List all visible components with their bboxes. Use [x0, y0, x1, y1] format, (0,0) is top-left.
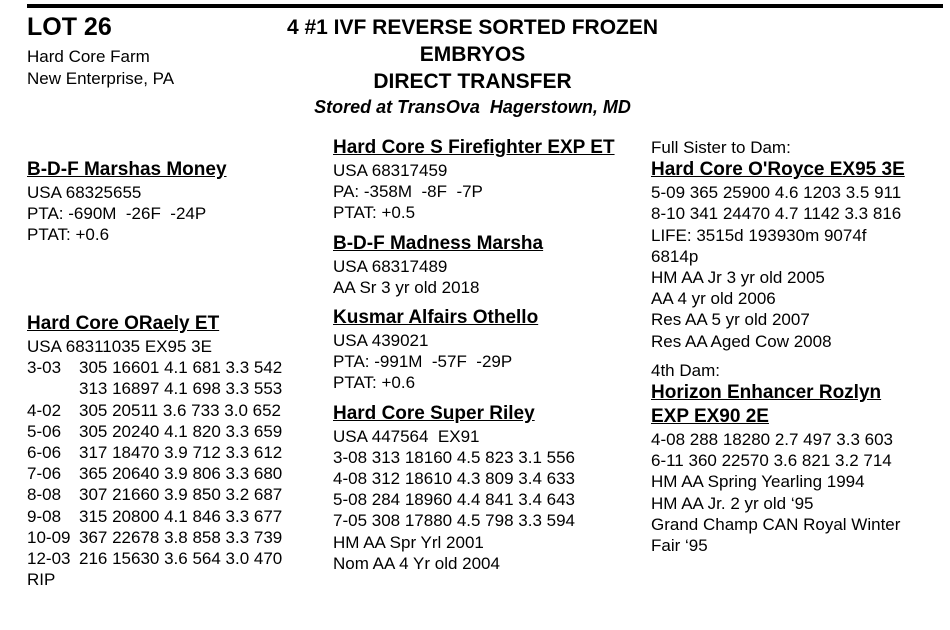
record-row: [27, 527, 282, 548]
farm-location: New Enterprise, PA: [27, 69, 175, 88]
award-line: Nom AA 4 Yr old 2004: [333, 553, 500, 573]
record-row: [27, 506, 282, 527]
sire-dam-reg: USA 68317489: [333, 256, 448, 276]
fourth-dam-block: [651, 360, 905, 556]
dam-reg: USA 68311035 EX95 3E: [27, 337, 212, 356]
record-data: 317 18470 3.9 712 3.3 612: [79, 443, 283, 463]
sire-block: [27, 158, 227, 246]
record-data: 315 20800 4.1 846 3.3 677: [79, 506, 283, 526]
dam-sire-block: [333, 306, 615, 394]
award-line: Fair ‘95: [651, 536, 708, 556]
lot-title: 4 #1 IVF REVERSE SORTED FROZEN EMBRYOS: [286, 16, 659, 66]
record-age: 4-02: [27, 400, 62, 420]
lot-subtitle: DIRECT TRANSFER: [373, 70, 572, 93]
record-line: 6814p: [651, 246, 699, 266]
record-row: [27, 378, 282, 399]
award-line: Grand Champ CAN Royal Winter: [651, 514, 901, 534]
record-data: 305 20511 3.6 733 3.0 652: [79, 400, 281, 420]
sire-dam-award: AA Sr 3 yr old 2018: [333, 277, 480, 297]
dam-sire-pta: PTA: -991M -57F -29P: [333, 352, 513, 372]
award-line: HM AA Spring Yearling 1994: [651, 472, 865, 492]
record-row: [27, 548, 282, 569]
record-age: 10-09: [27, 527, 71, 547]
record-age: 9-08: [27, 506, 62, 526]
award-line: HM AA Spr Yrl 2001: [333, 532, 484, 552]
sire-dam-block: [333, 232, 615, 298]
granddam-reg: USA 447564 EX91: [333, 426, 480, 446]
award-line: Res AA 5 yr old 2007: [651, 310, 810, 330]
fourth-dam-label: 4th Dam:: [651, 360, 720, 380]
record-line: 5-09 365 25900 4.6 1203 3.5 911: [651, 183, 902, 203]
lot-heading: [235, 14, 710, 119]
record-line: 4-08 312 18610 4.3 809 3.4 633: [333, 469, 575, 489]
granddam-name: Hard Core Super Riley: [333, 402, 535, 424]
sire-reg: USA 68325655: [27, 183, 142, 202]
record-line: 3-08 313 18160 4.5 823 3.1 556: [333, 447, 575, 467]
sire-pta: PTA: -690M -26F -24P: [27, 204, 207, 224]
sire-sire-name: Hard Core S Firefighter EXP ET: [333, 137, 615, 158]
record-age: 7-06: [27, 464, 62, 484]
dam-records: [27, 357, 282, 569]
award-line: HM AA Jr 3 yr old 2005: [651, 268, 825, 288]
record-line: 8-10 341 24470 4.7 1142 3.3 816: [651, 204, 902, 224]
award-line: HM AA Jr. 2 yr old ‘95: [651, 493, 814, 513]
sister-label: Full Sister to Dam:: [651, 138, 791, 157]
pedigree-column-3: [651, 137, 905, 564]
record-row: [27, 421, 282, 442]
record-age: 5-06: [27, 421, 62, 441]
farm-name: Hard Core Farm: [27, 47, 150, 66]
record-age: 6-06: [27, 443, 62, 463]
record-age: [27, 378, 79, 399]
record-data: 216 15630 3.6 564 3.0 470: [79, 549, 283, 569]
dam-name: Hard Core ORaely ET: [27, 313, 220, 334]
record-row: [27, 400, 282, 421]
lot-number: LOT 26: [27, 13, 112, 41]
record-age: 8-08: [27, 485, 62, 505]
record-age: 12-03: [27, 549, 71, 569]
record-data: 307 21660 3.9 850 3.2 687: [79, 485, 283, 505]
record-data: 305 16601 4.1 681 3.3 542: [79, 358, 283, 378]
record-line: 7-05 308 17880 4.5 798 3.3 594: [333, 511, 575, 531]
record-data: 313 16897 4.1 698 3.3 553: [79, 379, 283, 399]
dam-block: [27, 312, 282, 590]
dam-sire-ptat: PTAT: +0.6: [333, 373, 416, 393]
record-row: [27, 357, 282, 378]
sister-block: [651, 137, 905, 352]
sire-sire-reg: USA 68317459: [333, 161, 448, 180]
fourth-dam-name: Horizon Enhancer Rozlyn: [651, 382, 882, 404]
sire-sire-ptat: PTAT: +0.5: [333, 203, 416, 223]
sire-dam-name: B-D-F Madness Marsha: [333, 232, 544, 254]
dam-sire-name: Kusmar Alfairs Othello: [333, 307, 539, 329]
pedigree-column-2: [333, 136, 615, 582]
record-line: 5-08 284 18960 4.4 841 3.4 643: [333, 490, 575, 510]
dam-status: RIP: [27, 570, 56, 590]
storage-note: Stored at TransOva Hagerstown, MD: [314, 97, 631, 117]
award-line: Res AA Aged Cow 2008: [651, 331, 832, 351]
granddam-block: [333, 402, 615, 574]
record-row: [27, 463, 282, 484]
dam-sire-reg: USA 439021: [333, 331, 429, 351]
record-line: LIFE: 3515d 193930m 9074f: [651, 225, 867, 245]
sire-ptat: PTAT: +0.6: [27, 225, 110, 245]
sire-sire-block: [333, 136, 615, 224]
award-line: AA 4 yr old 2006: [651, 289, 776, 309]
record-age: 3-03: [27, 358, 62, 378]
record-line: 4-08 288 18280 2.7 497 3.3 603: [651, 430, 893, 450]
fourth-dam-name-cont: EXP EX90 2E: [651, 406, 769, 428]
consignor: [27, 46, 174, 90]
record-data: 365 20640 3.9 806 3.3 680: [79, 464, 283, 484]
sire-sire-pta: PA: -358M -8F -7P: [333, 182, 483, 202]
sister-name: Hard Core O'Royce EX95 3E: [651, 159, 905, 181]
top-rule: [27, 4, 943, 8]
record-line: 6-11 360 22570 3.6 821 3.2 714: [651, 451, 892, 471]
record-row: [27, 442, 282, 463]
record-row: [27, 484, 282, 505]
record-data: 305 20240 4.1 820 3.3 659: [79, 421, 283, 441]
sire-name: B-D-F Marshas Money: [27, 159, 227, 180]
record-data: 367 22678 3.8 858 3.3 739: [79, 527, 283, 547]
